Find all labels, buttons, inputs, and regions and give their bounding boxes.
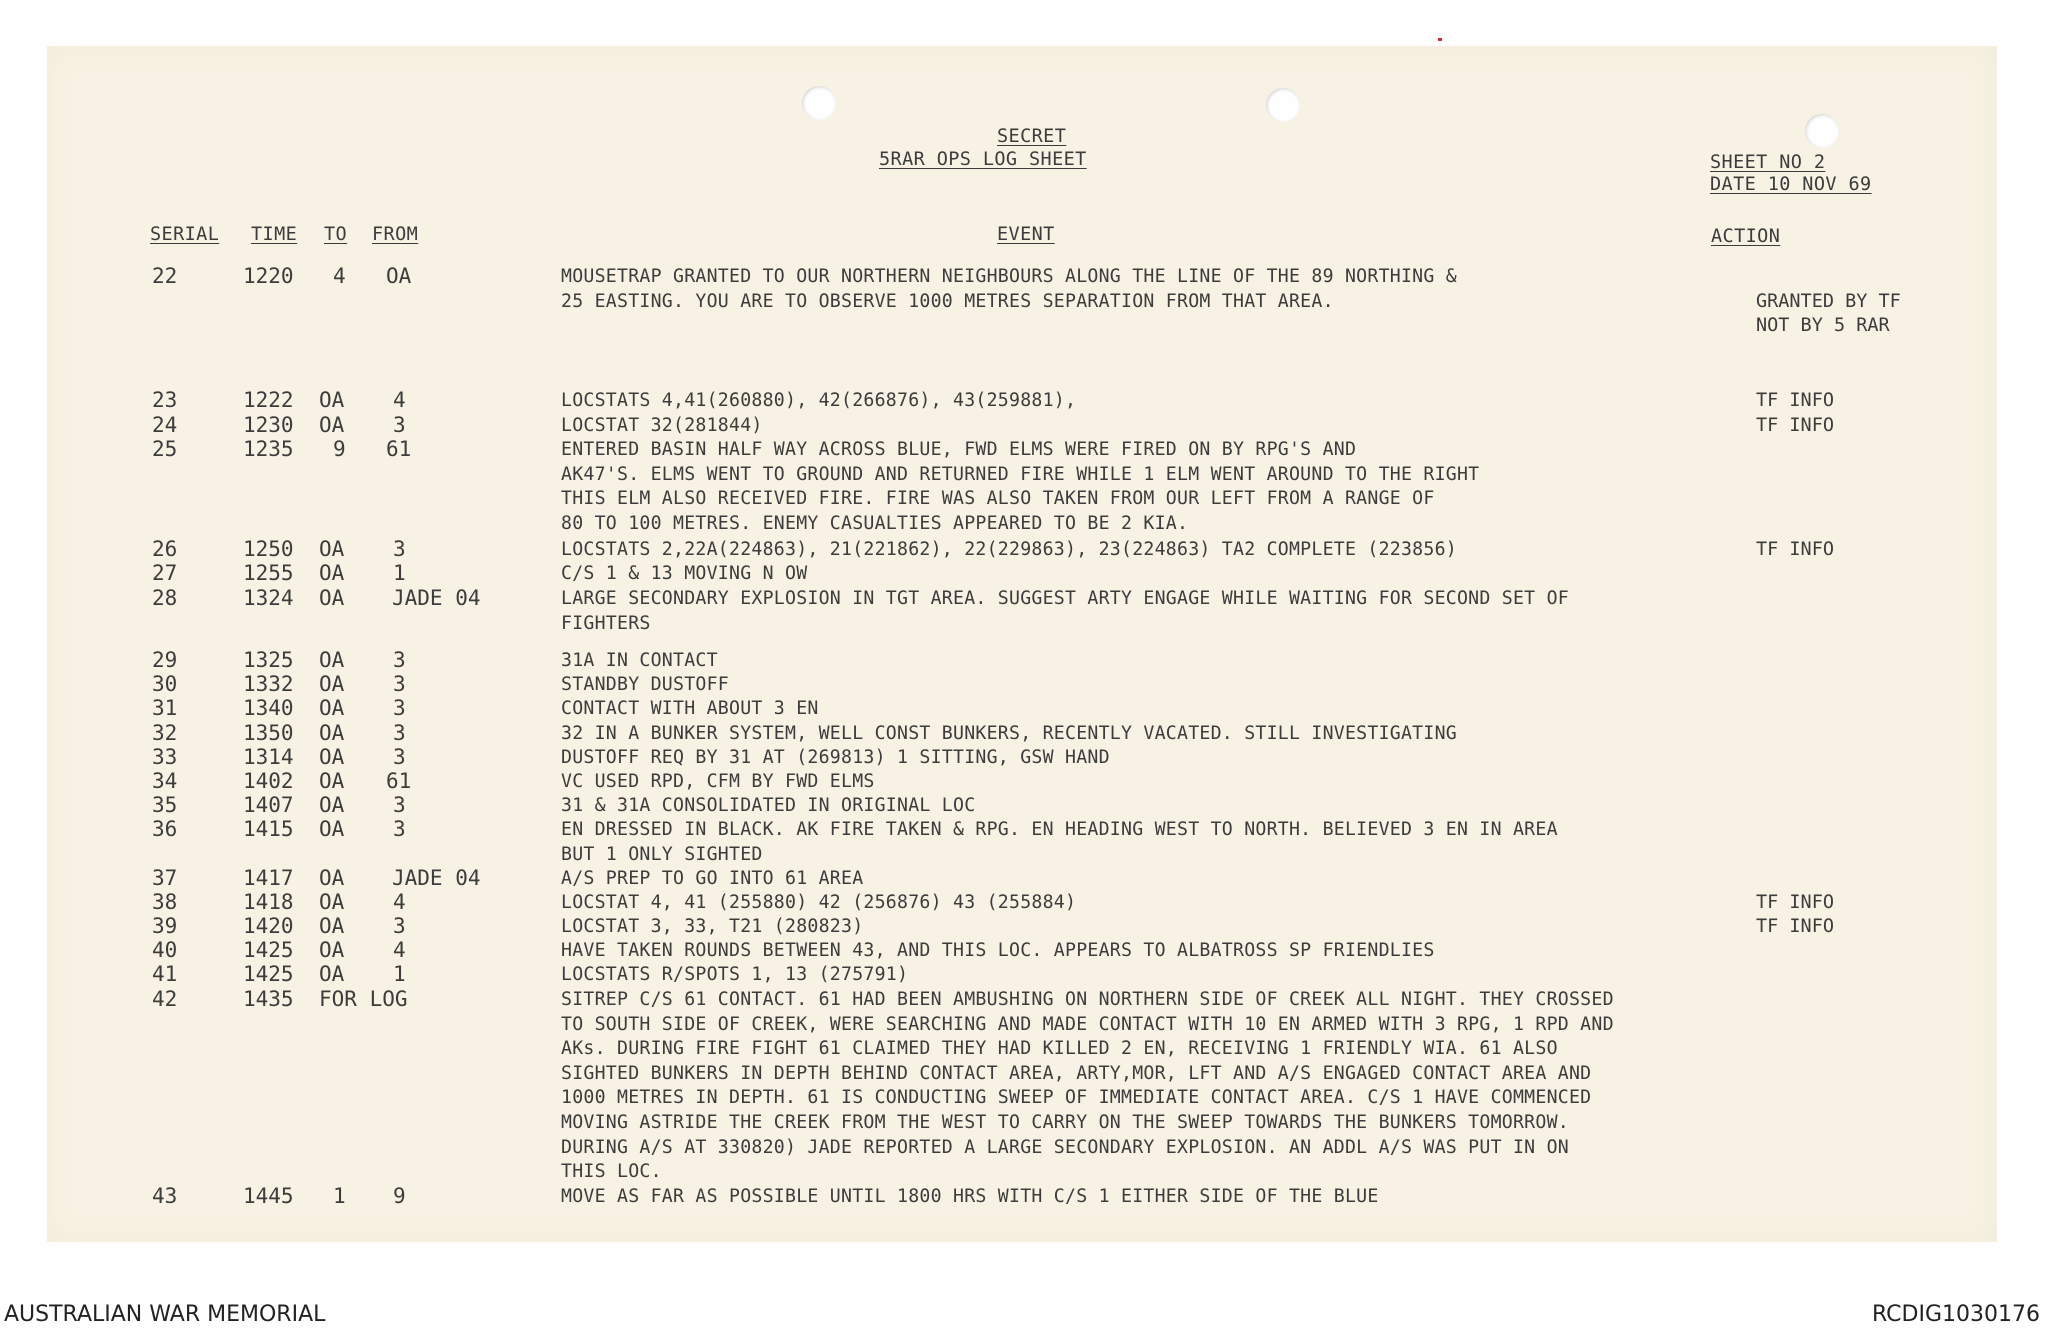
log-from: 9 [393,1184,406,1208]
log-serial: 37 [152,866,178,890]
log-to: OA [319,586,345,610]
log-from: 3 [393,537,406,561]
log-to: OA [319,817,345,841]
log-time: 1222 [243,388,294,412]
log-time: 1407 [243,793,294,817]
footer-institution: AUSTRALIAN WAR MEMORIAL [4,1302,326,1327]
log-from: 4 [393,890,406,914]
log-time: 1340 [243,696,294,720]
log-event-text: LOCSTATS R/SPOTS 1, 13 (275791) [561,964,909,985]
log-event-text: HAVE TAKEN ROUNDS BETWEEN 43, AND THIS LOC. APPEARS TO ALBATROSS SP FRIENDLIES [561,940,1435,961]
log-to: OA [319,537,345,561]
log-serial: 43 [152,1184,178,1208]
log-to: OA [319,413,345,437]
log-time: 1230 [243,413,294,437]
log-event-text: VC USED RPD, CFM BY FWD ELMS [561,771,875,792]
log-from: 61 [386,769,412,793]
log-serial: 22 [152,264,178,288]
log-to: 4 [333,264,346,288]
log-to: OA [319,769,345,793]
log-time: 1255 [243,561,294,585]
log-serial: 35 [152,793,178,817]
log-to: OA [319,672,345,696]
log-from: 61 [386,437,412,461]
punch-hole-right [1805,114,1839,148]
log-time: 1220 [243,264,294,288]
log-to: OA [319,745,345,769]
punch-hole-left [802,86,836,120]
log-time: 1435 [243,987,294,1011]
log-serial: 33 [152,745,178,769]
log-to: OA [319,938,345,962]
log-time: 1445 [243,1184,294,1208]
log-action-text: TF INFO [1756,415,1834,436]
log-from: 3 [393,793,406,817]
log-to: OA [319,866,345,890]
log-to: FOR LOG [319,987,408,1011]
log-event-text: CONTACT WITH ABOUT 3 EN [561,698,819,719]
sheet-number: SHEET NO 2 [1710,152,1826,173]
punch-hole-middle [1266,88,1300,122]
log-time: 1324 [243,586,294,610]
log-serial: 29 [152,648,178,672]
log-to: OA [319,561,345,585]
log-time: 1418 [243,890,294,914]
log-from: JADE 04 [392,866,481,890]
log-event-text: A/S PREP TO GO INTO 61 AREA [561,868,864,889]
log-to: OA [319,962,345,986]
log-time: 1417 [243,866,294,890]
log-serial: 23 [152,388,178,412]
log-serial: 28 [152,586,178,610]
log-event-text: SITREP C/S 61 CONTACT. 61 HAD BEEN AMBUSHING ON NORTHERN SIDE OF CREEK ALL NIGHT. THEY CROSSED TO SOUTH SIDE OF CREEK, WERE SEARCHING AND MADE CONTACT WITH 10 EN ARMED WITH 3 RPG, 1 RPD AND AKs. DURING FIRE FIGHT 61 CLAIMED THEY HAD KILLED 2 EN, RECEIVING 1 FRIENDLY WIA. 61 ALSO SIGHTED BUNKERS IN DEPTH BEHIND CONTACT AREA, ARTY,MOR, LFT AND A/S ENGAGED CONTACT AREA AND 1000 METRES IN DEPTH. 61 IS CONDUCTING SWEEP OF IMMEDIATE CONTACT AREA. C/S 1 HAVE COMMENCED MOVING ASTRIDE THE CREEK FROM THE WEST TO CARRY ON THE SWEEP TOWARDS THE BUNKERS TOMORROW. DURING A/S AT 330820) JADE REPORTED A LARGE SECONDARY EXPLOSION. AN ADDL A/S WAS PUT IN ON THIS LOC. [561,989,1614,1183]
log-action-text: TF INFO [1756,390,1834,411]
log-to: OA [319,721,345,745]
log-event-text: STANDBY DUSTOFF [561,674,729,695]
log-event-text: ENTERED BASIN HALF WAY ACROSS BLUE, FWD ELMS WERE FIRED ON BY RPG'S AND AK47'S. ELMS WENT TO GROUND AND RETURNED FIRE WHILE 1 ELM WENT AROUND TO THE RIGHT THIS ELM ALSO RECEIVED FIRE. FIRE WAS ALSO TAKEN FROM OUR LEFT FROM A RANGE OF 80 TO 100 METRES. ENEMY CASUALTIES APPEARED TO BE 2 KIA. [561,439,1480,534]
log-event-text: DUSTOFF REQ BY 31 AT (269813) 1 SITTING, GSW HAND [561,747,1110,768]
log-sheet-paper [47,46,1997,1242]
column-header-event: EVENT [997,224,1055,245]
log-event-text: EN DRESSED IN BLACK. AK FIRE TAKEN & RPG. EN HEADING WEST TO NORTH. BELIEVED 3 EN IN AREA BUT 1 ONLY SIGHTED [561,819,1558,865]
log-from: 3 [393,745,406,769]
log-event-text: C/S 1 & 13 MOVING N OW [561,563,808,584]
log-from: JADE 04 [392,586,481,610]
log-time: 1425 [243,962,294,986]
column-header-time: TIME [251,224,298,245]
log-from: 3 [393,914,406,938]
log-time: 1402 [243,769,294,793]
log-to: OA [319,793,345,817]
log-action-text: GRANTED BY TF NOT BY 5 RAR [1756,290,1901,337]
column-header-to: TO [324,224,348,245]
log-serial: 30 [152,672,178,696]
log-serial: 41 [152,962,178,986]
log-time: 1250 [243,537,294,561]
log-from: 3 [393,648,406,672]
log-serial: 32 [152,721,178,745]
log-time: 1415 [243,817,294,841]
red-mark [1438,38,1442,41]
log-event-text: MOUSETRAP GRANTED TO OUR NORTHERN NEIGHBOURS ALONG THE LINE OF THE 89 NORTHING & 25 EASTING. YOU ARE TO OBSERVE 1000 METRES SEPARATION FROM THAT AREA. [561,266,1457,312]
log-event-text: 31 & 31A CONSOLIDATED IN ORIGINAL LOC [561,795,976,816]
log-time: 1425 [243,938,294,962]
log-action-text: TF INFO [1756,892,1834,913]
log-event-text: MOVE AS FAR AS POSSIBLE UNTIL 1800 HRS WITH C/S 1 EITHER SIDE OF THE BLUE [561,1186,1379,1207]
log-serial: 40 [152,938,178,962]
log-serial: 39 [152,914,178,938]
log-from: 1 [393,561,406,585]
log-to: OA [319,914,345,938]
log-from: 3 [393,721,406,745]
column-header-serial: SERIAL [150,224,220,245]
log-from: 3 [393,672,406,696]
log-to: OA [319,388,345,412]
log-event-text: LOCSTAT 3, 33, T21 (280823) [561,916,864,937]
log-serial: 38 [152,890,178,914]
log-time: 1332 [243,672,294,696]
log-serial: 25 [152,437,178,461]
log-from: 3 [393,817,406,841]
log-action-text: TF INFO [1756,916,1834,937]
log-serial: 24 [152,413,178,437]
column-header-action: ACTION [1711,226,1781,247]
log-from: 3 [393,696,406,720]
log-event-text: LOCSTATS 4,41(260880), 42(266876), 43(259881), [561,390,1077,411]
log-from: OA [386,264,412,288]
log-time: 1314 [243,745,294,769]
log-from: 1 [393,962,406,986]
footer-record-id: RCDIG1030176 [1871,1302,2040,1327]
log-time: 1350 [243,721,294,745]
log-serial: 42 [152,987,178,1011]
log-event-text: 32 IN A BUNKER SYSTEM, WELL CONST BUNKERS, RECENTLY VACATED. STILL INVESTIGATING [561,723,1457,744]
log-time: 1325 [243,648,294,672]
log-event-text: LARGE SECONDARY EXPLOSION IN TGT AREA. SUGGEST ARTY ENGAGE WHILE WAITING FOR SECOND SET OF FIGHTERS [561,588,1569,634]
log-time: 1420 [243,914,294,938]
log-event-text: LOCSTAT 4, 41 (255880) 42 (256876) 43 (255884) [561,892,1077,913]
log-to: 9 [333,437,346,461]
log-serial: 34 [152,769,178,793]
log-to: 1 [333,1184,346,1208]
log-event-text: LOCSTATS 2,22A(224863), 21(221862), 22(229863), 23(224863) TA2 COMPLETE (223856) [561,539,1457,560]
sheet-title: 5RAR OPS LOG SHEET [879,149,1087,170]
classification-heading: SECRET [997,126,1067,147]
log-to: OA [319,696,345,720]
log-serial: 27 [152,561,178,585]
log-from: 4 [393,938,406,962]
log-event-text: LOCSTAT 32(281844) [561,415,763,436]
log-from: 4 [393,388,406,412]
log-to: OA [319,890,345,914]
log-time: 1235 [243,437,294,461]
sheet-date: DATE 10 NOV 69 [1710,174,1872,195]
log-serial: 31 [152,696,178,720]
log-action-text: TF INFO [1756,539,1834,560]
column-header-from: FROM [372,224,419,245]
log-to: OA [319,648,345,672]
log-from: 3 [393,413,406,437]
log-event-text: 31A IN CONTACT [561,650,718,671]
log-serial: 26 [152,537,178,561]
log-serial: 36 [152,817,178,841]
